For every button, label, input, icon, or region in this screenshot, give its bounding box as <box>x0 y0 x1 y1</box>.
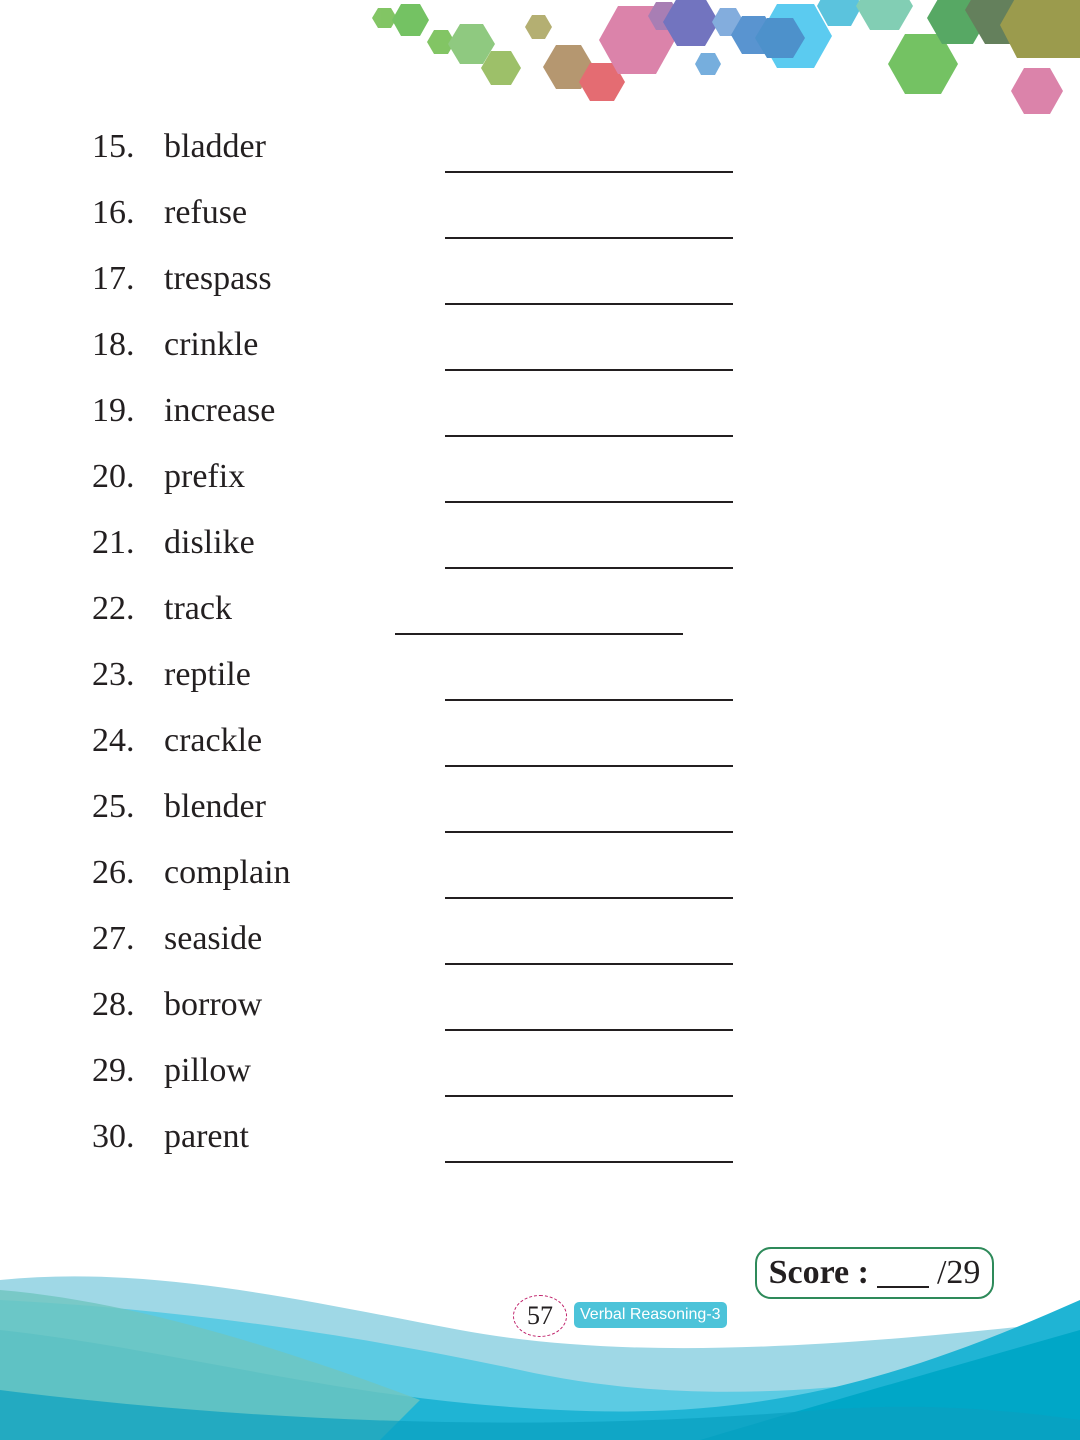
item-word: prefix <box>164 458 246 495</box>
item-number: 16. <box>92 194 135 231</box>
answer-blank[interactable] <box>445 303 733 305</box>
item-word: borrow <box>164 986 263 1023</box>
answer-blank[interactable] <box>445 897 733 899</box>
item-word: crinkle <box>164 326 259 363</box>
item-word: trespass <box>164 260 272 297</box>
book-title-tag: Verbal Reasoning-3 <box>574 1302 727 1328</box>
list-item <box>0 853 1080 903</box>
list-item <box>0 457 1080 507</box>
score-total: /29 <box>936 1254 981 1291</box>
answer-blank[interactable] <box>445 567 733 569</box>
item-word: complain <box>164 854 291 891</box>
answer-blank[interactable] <box>445 1161 733 1163</box>
answer-blank[interactable] <box>395 633 683 635</box>
list-item <box>0 589 1080 639</box>
list-item <box>0 1117 1080 1167</box>
item-number: 28. <box>92 986 135 1023</box>
answer-blank[interactable] <box>445 699 733 701</box>
list-item <box>0 919 1080 969</box>
item-number: 21. <box>92 524 135 561</box>
item-word: crackle <box>164 722 263 759</box>
item-word: reptile <box>164 656 251 693</box>
list-item <box>0 985 1080 1035</box>
answer-blank[interactable] <box>445 171 733 173</box>
list-item <box>0 787 1080 837</box>
list-item <box>0 1051 1080 1101</box>
list-item <box>0 325 1080 375</box>
item-number: 19. <box>92 392 135 429</box>
item-number: 15. <box>92 128 135 165</box>
item-number: 24. <box>92 722 135 759</box>
item-number: 23. <box>92 656 135 693</box>
list-item <box>0 193 1080 243</box>
item-word: bladder <box>164 128 266 165</box>
answer-blank[interactable] <box>445 765 733 767</box>
item-word: seaside <box>164 920 263 957</box>
item-word: parent <box>164 1118 249 1155</box>
item-number: 17. <box>92 260 135 297</box>
item-number: 18. <box>92 326 135 363</box>
item-word: blender <box>164 788 266 825</box>
item-number: 30. <box>92 1118 135 1155</box>
decorative-hexagons <box>0 0 1080 130</box>
answer-blank[interactable] <box>445 501 733 503</box>
answer-blank[interactable] <box>445 1095 733 1097</box>
item-number: 27. <box>92 920 135 957</box>
item-word: pillow <box>164 1052 251 1089</box>
list-item <box>0 259 1080 309</box>
list-item <box>0 127 1080 177</box>
answer-blank[interactable] <box>445 831 733 833</box>
answer-blank[interactable] <box>445 237 733 239</box>
list-item <box>0 523 1080 573</box>
item-word: dislike <box>164 524 255 561</box>
item-number: 25. <box>92 788 135 825</box>
list-item <box>0 391 1080 441</box>
item-number: 26. <box>92 854 135 891</box>
item-word: increase <box>164 392 276 429</box>
score-blank[interactable] <box>877 1258 929 1288</box>
item-word: track <box>164 590 232 627</box>
item-number: 29. <box>92 1052 135 1089</box>
item-number: 20. <box>92 458 135 495</box>
score-box <box>755 1247 994 1299</box>
item-word: refuse <box>164 194 248 231</box>
answer-blank[interactable] <box>445 369 733 371</box>
list-item <box>0 655 1080 705</box>
list-item <box>0 721 1080 771</box>
score-label: Score : <box>768 1254 869 1291</box>
answer-blank[interactable] <box>445 1029 733 1031</box>
item-number: 22. <box>92 590 135 627</box>
answer-blank[interactable] <box>445 963 733 965</box>
answer-blank[interactable] <box>445 435 733 437</box>
page-number: 57 <box>513 1295 567 1337</box>
